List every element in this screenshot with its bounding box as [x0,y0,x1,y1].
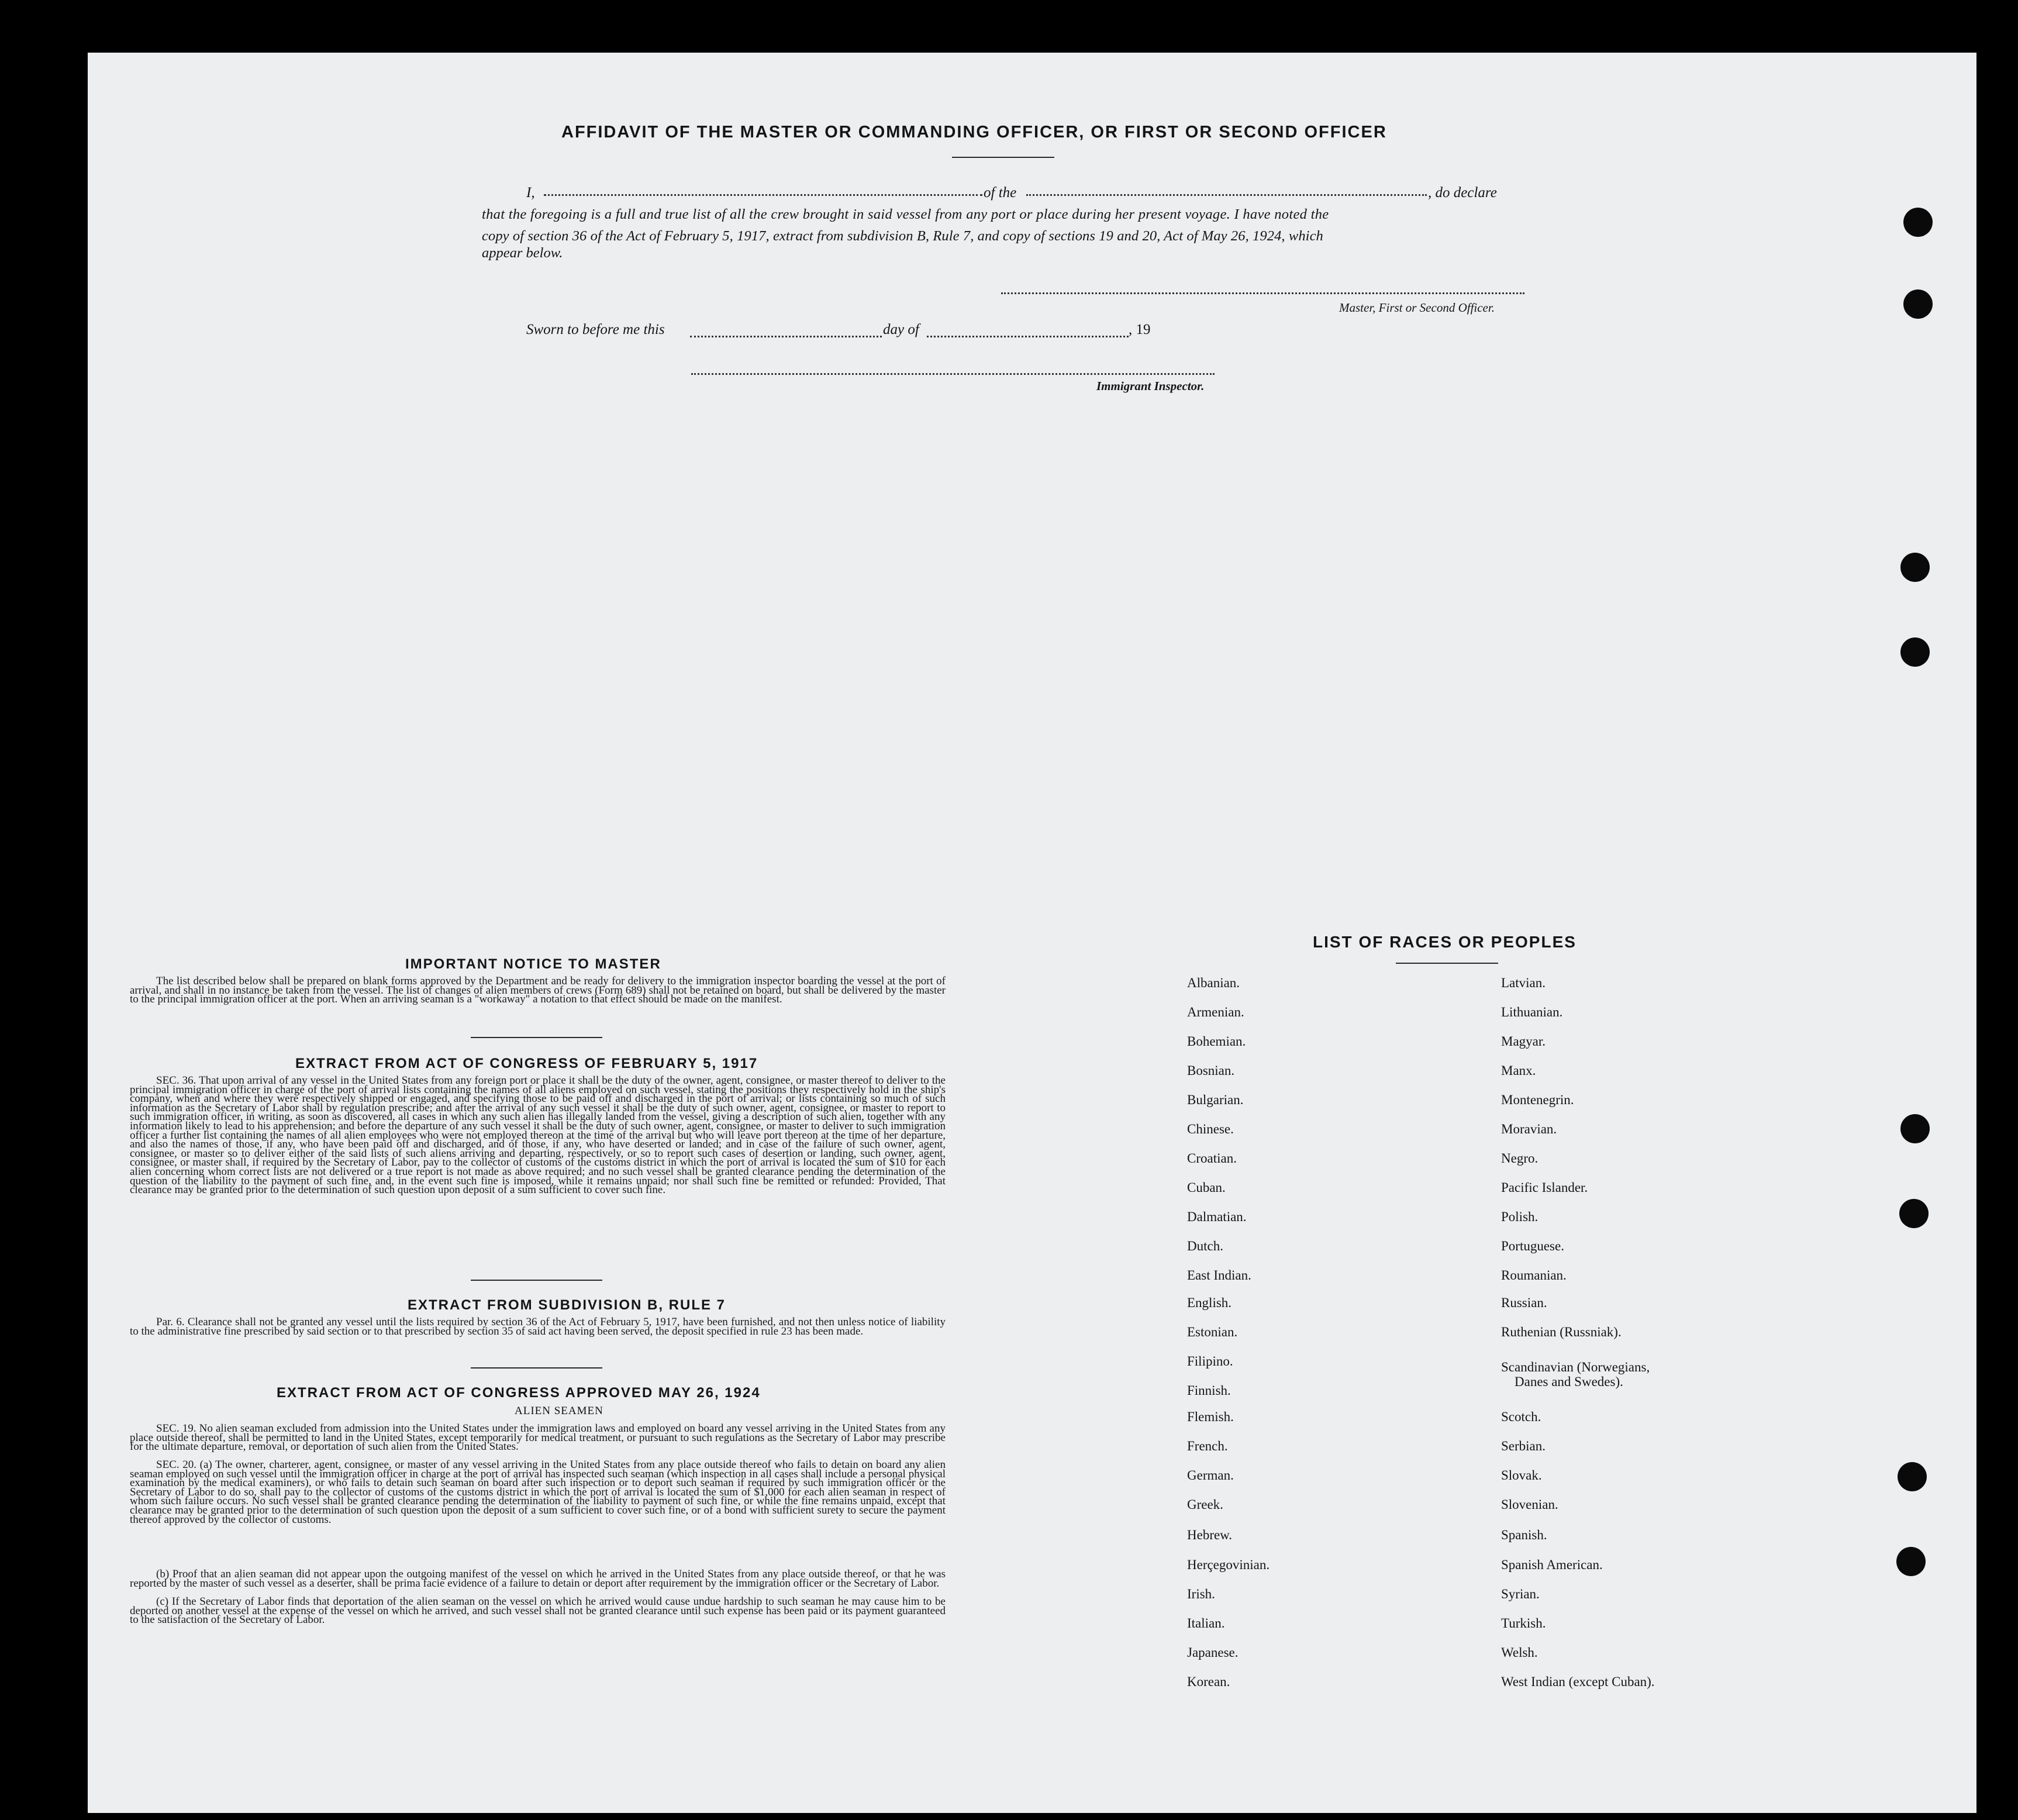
race-item: German. [1187,1468,1234,1483]
year-label: , 19 [1129,322,1151,337]
race-item: Italian. [1187,1616,1225,1631]
races-title: LIST OF RACES OR PEOPLES [1313,933,1577,951]
race-item: Herçegovinian. [1187,1557,1270,1572]
race-item: Serbian. [1501,1439,1546,1453]
punch-hole [1899,1199,1929,1228]
race-item: Danes and Swedes). [1515,1374,1623,1389]
affidavit-body-line: appear below. [482,245,563,261]
punch-hole [1896,1547,1926,1576]
race-item: French. [1187,1439,1228,1453]
section-20b-text: (b) Proof that an alien seaman did not appear upon the outgoing manifest of the vessel on which he arrived in the United States from any place outside thereof, or that he was reported by the master of such vessel as a deserter, shall be prima facie evidence of a failure to detain or deport after requirement by the immigration officer or the Secretary of Labor. [130,1568,946,1590]
alien-seamen-subtitle: ALIEN SEAMEN [515,1405,603,1417]
affidavit-title: AFFIDAVIT OF THE MASTER OR COMMANDING OFFICER, OR FIRST OR SECOND OFFICER [561,123,1387,142]
section-19-text: SEC. 19. No alien seaman excluded from admission into the United States under the immigration laws and employed on board any vessel arriving in the United States from any place outside thereof, shall be permitted to land in the United States, except temporarily for medical treatment, or pursuant to such regulations as the Secretary of Labor may prescribe for the ultimate departure, removal, or deportation of such alien from the United States. [130,1422,946,1453]
punch-hole [1898,1462,1927,1491]
sworn-day-line[interactable] [690,336,882,337]
document-page [88,53,1976,1813]
race-item: Dutch. [1187,1239,1223,1253]
race-item: Manx. [1501,1063,1536,1078]
race-item: Croatian. [1187,1151,1237,1166]
race-item: Spanish. [1501,1528,1547,1542]
race-item: Scotch. [1501,1409,1541,1424]
race-item: Syrian. [1501,1587,1540,1601]
affidavit-of-the: of the [984,185,1017,201]
race-item: Greek. [1187,1497,1223,1512]
race-item: Portuguese. [1501,1239,1564,1253]
race-item: Negro. [1501,1151,1538,1166]
punch-hole [1903,289,1933,319]
race-item: English. [1187,1295,1232,1310]
notice-title: IMPORTANT NOTICE TO MASTER [405,956,661,972]
affidavit-do-declare: , do declare [1428,185,1497,201]
race-item: Magyar. [1501,1034,1546,1049]
affidavit-body-line: copy of section 36 of the Act of February 5, 1917, extract from subdivision B, Rule 7, and copy of sections 19 and 20, Act of May 26, 1924, which [482,228,1323,244]
notice-text: The list described below shall be prepared on blank forms approved by the Department and be ready for delivery to the immigration inspector boarding the vessel at the port of arrival, and shall in no instance be taken from the vessel. The list of changes of alien members of crews (Form 689) shall not be retained on board, but shall be delivered by the master to the principal immigration officer at the port. When an arriving seaman is a "workaway" a notation to that effect should be made on the manifest. [130,975,946,1006]
race-item: Flemish. [1187,1409,1234,1424]
sworn-month-line[interactable] [927,336,1129,337]
name-line[interactable] [544,194,982,196]
race-item: Roumanian. [1501,1268,1567,1283]
extract-1924-title: EXTRACT FROM ACT OF CONGRESS APPROVED MAY 26, 1924 [277,1385,761,1401]
race-item: Slovak. [1501,1468,1542,1483]
punch-hole [1900,553,1930,582]
title-divider [952,157,1054,158]
race-item: Moravian. [1501,1122,1557,1136]
subdivision-title: EXTRACT FROM SUBDIVISION B, RULE 7 [408,1297,726,1313]
race-item: Irish. [1187,1587,1215,1601]
race-item: Ruthenian (Russniak). [1501,1325,1622,1339]
race-item: Filipino. [1187,1354,1233,1369]
affidavit-i-label: I, [526,185,535,201]
officer-signature-line[interactable] [1001,292,1524,294]
race-item: Armenian. [1187,1005,1244,1019]
extract-1917-title: EXTRACT FROM ACT OF CONGRESS OF FEBRUARY 5, 1917 [295,1056,758,1071]
section-divider [471,1367,602,1369]
punch-hole [1900,1114,1930,1143]
race-item: Turkish. [1501,1616,1546,1631]
race-item: Chinese. [1187,1122,1234,1136]
section-20a-text: SEC. 20. (a) The owner, charterer, agent, consignee, or master of any vessel arriving in the United States from any place outside thereof who fails to detain on board any alien seaman employed on such vessel until the immigration officer in charge at the port of arrival has inspected such seaman (which inspection in all cases shall include a personal physical examination by the medical examiners), or who fails to detain such seaman on board after such inspection or to deport such seaman if required by such immigration officer or the Secretary of Labor to do so, shall pay to the collector of customs of the customs district in which the port of arrival is located the sum of $1,000 for each alien seaman in respect of whom such failure occurs. No such vessel shall be granted clearance pending the determination of the liability to payment of such fine, or while the fine remains unpaid, except that clearance may be granted prior to the determination of such question upon the deposit of a sum sufficient to cover such fine, or of a bond with sufficient surety to secure the payment thereof approved by the collector of customs. [130,1459,946,1526]
extract-1917-text: SEC. 36. That upon arrival of any vessel in the United States from any foreign port or place it shall be the duty of the owner, agent, consignee, or master thereof to deliver to the principal immigration officer in charge of the port of arrival lists containing the names of all aliens employed on such vessel, stating the positions they respectively hold in the ship's company, when and where they were respectively shipped or engaged, and specifying those to be paid off and discharged in the port of arrival; or lists containing so much of such information as the Secretary of Labor shall by regulation prescribe; and after the arrival of any such vessel it shall be the duty of such owner, agent, consignee, or master to report to such immigration officer, in writing, as soon as discovered, all cases in which any such alien has illegally landed from the vessel, giving a description of such alien, together with any information likely to lead to his apprehension; and before the departure of any such vessel it shall be the duty of such owner, agent, consignee, or master to deliver to such immigration officer a further list containing the names of all alien employees who were not employed thereon at the time of the arrival but who will leave port thereon at the time of her departure, and also the names of those, if any, who have been paid off and discharged, and of those, if any, who have deserted or landed; and in case of the failure of such owner, agent, consignee, or master so to deliver either of the said lists of such aliens arriving and departing, respectively, or so to report such cases of desertion or landing, such owner, agent, consignee, or master shall, if required by the Secretary of Labor, pay to the collector of customs of the customs district in which the port of arrival is located the sum of $10 for each alien concerning whom correct lists are not delivered or a true report is not made as above required; and no such vessel shall be granted clearance pending the determination of the question of the liability to the payment of such fine, and, in the event such fine is imposed, while it remains unpaid; nor shall such fine be remitted or refunded: Provided, That clearance may be granted prior to the determination of such question upon deposit of a sum sufficient to cover such fine. [130,1074,946,1197]
sworn-label: Sworn to before me this [526,322,665,337]
officer-caption: Master, First or Second Officer. [1339,301,1495,315]
race-item: Pacific Islander. [1501,1180,1588,1195]
race-item: Dalmatian. [1187,1209,1247,1224]
race-item: Russian. [1501,1295,1547,1310]
race-item: Bosnian. [1187,1063,1235,1078]
race-item: Latvian. [1501,976,1546,990]
race-item: Albanian. [1187,976,1240,990]
subdivision-text: Par. 6. Clearance shall not be granted any vessel until the lists required by section 36 of the Act of February 5, 1917, have been furnished, and not then unless notice of liability to the administrative fine prescribed by said section or to that prescribed by section 35 of said act having been served, the deposit specified in rule 23 has been made. [130,1316,946,1338]
punch-hole [1900,637,1930,667]
race-item: East Indian. [1187,1268,1251,1283]
race-item: Korean. [1187,1674,1230,1689]
punch-hole [1903,208,1933,237]
race-item: Welsh. [1501,1645,1538,1660]
race-item: Scandinavian (Norwegians, [1501,1360,1650,1374]
affidavit-body-line: that the foregoing is a full and true list of all the crew brought in said vessel from any port or place during her present voyage. I have noted the [482,206,1329,222]
section-divider [471,1280,602,1281]
race-item: Japanese. [1187,1645,1239,1660]
vessel-line[interactable] [1026,194,1427,196]
inspector-signature-line[interactable] [691,373,1215,375]
race-item: Estonian. [1187,1325,1238,1339]
race-item: Lithuanian. [1501,1005,1563,1019]
inspector-caption: Immigrant Inspector. [1096,379,1205,393]
race-item: Slovenian. [1501,1497,1558,1512]
race-item: Bohemian. [1187,1034,1246,1049]
section-20c-text: (c) If the Secretary of Labor finds that deportation of the alien seaman on the vessel on which he arrived would cause undue hardship to such seaman he may cause him to be deported on another vessel at the expense of the vessel on which he arrived, and such vessel shall not be granted clearance until such expense has been paid or its payment guaranteed to the satisfaction of the Secretary of Labor. [130,1595,946,1626]
day-of-label: day of [883,322,919,337]
race-item: Hebrew. [1187,1528,1233,1542]
race-item: Polish. [1501,1209,1538,1224]
race-item: Bulgarian. [1187,1092,1244,1107]
race-item: Montenegrin. [1501,1092,1574,1107]
section-divider [471,1037,602,1038]
race-item: Finnish. [1187,1383,1231,1398]
race-item: Cuban. [1187,1180,1226,1195]
race-item: West Indian (except Cuban). [1501,1674,1655,1689]
races-divider [1396,963,1498,964]
race-item: Spanish American. [1501,1557,1603,1572]
